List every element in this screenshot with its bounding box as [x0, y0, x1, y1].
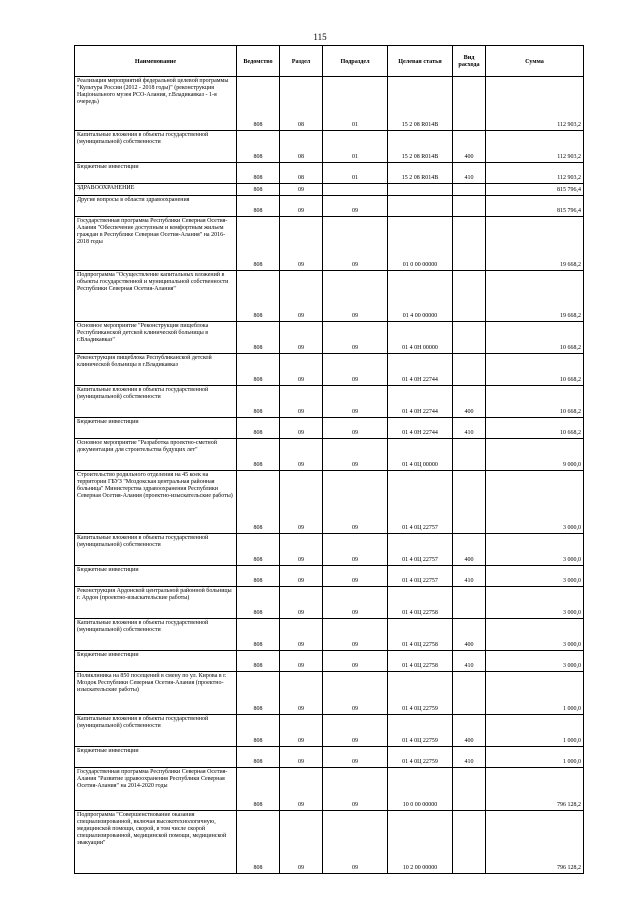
row-podrazdel-cell: 09 — [323, 566, 388, 587]
row-expense-type-cell: 410 — [453, 418, 486, 439]
row-name-cell: Бюджетные инвестиции — [75, 418, 237, 439]
row-vedomstvo-cell: 808 — [237, 196, 280, 217]
row-razdel-cell: 08 — [280, 131, 323, 163]
row-name-cell: Подпрограмма "Совершенствование оказания специализированной, включая высокотехнологичную, медицинской помощи, скорой, в том числе скорой специализированной, медицинской помощи, медицинской эвакуации" — [75, 811, 237, 874]
row-podrazdel-cell: 01 — [323, 163, 388, 184]
row-razdel-cell: 09 — [280, 747, 323, 768]
row-target-article-cell: 10 0 00 00000 — [388, 768, 453, 811]
row-podrazdel-cell: 09 — [323, 322, 388, 354]
row-razdel-cell: 09 — [280, 184, 323, 196]
row-target-article-cell: 15 2 08 R014B — [388, 163, 453, 184]
row-vedomstvo-cell: 808 — [237, 566, 280, 587]
row-razdel-cell: 09 — [280, 566, 323, 587]
table-header-row — [75, 46, 584, 77]
row-target-article-cell: 01 0 00 00000 — [388, 217, 453, 271]
row-podrazdel-cell: 09 — [323, 196, 388, 217]
row-podrazdel-cell: 09 — [323, 418, 388, 439]
row-podrazdel-cell: 09 — [323, 651, 388, 672]
row-sum-cell: 1 000,0 — [486, 672, 584, 715]
row-target-article-cell: 01 4 0Ц 22757 — [388, 471, 453, 534]
row-target-article-cell: 10 2 00 00000 — [388, 811, 453, 874]
row-expense-type-cell — [453, 672, 486, 715]
table-row — [75, 672, 584, 715]
row-name-cell: Капитальные вложения в объекты государственной (муниципальной) собственности — [75, 619, 237, 651]
table-row — [75, 534, 584, 566]
table-row — [75, 217, 584, 271]
row-sum-cell: 112 903,2 — [486, 163, 584, 184]
header-sum: Сумма — [486, 46, 584, 77]
row-podrazdel-cell: 09 — [323, 386, 388, 418]
row-target-article-cell: 01 4 0Н 00000 — [388, 322, 453, 354]
page-number: 115 — [313, 32, 327, 42]
row-name-cell: Подпрограмма "Осуществление капитальных вложений в объекты государственной и муниципальной собственности Республики Северная Осетия-Алания" — [75, 271, 237, 322]
row-vedomstvo-cell: 808 — [237, 418, 280, 439]
row-vedomstvo-cell: 808 — [237, 77, 280, 131]
row-name-cell: Бюджетные инвестиции — [75, 651, 237, 672]
row-target-article-cell: 15 2 08 R014B — [388, 131, 453, 163]
row-sum-cell: 3 000,0 — [486, 651, 584, 672]
row-expense-type-cell — [453, 768, 486, 811]
table-row — [75, 163, 584, 184]
row-name-cell: Другие вопросы в области здравоохранения — [75, 196, 237, 217]
row-sum-cell: 112 903,2 — [486, 131, 584, 163]
row-target-article-cell: 01 4 00 00000 — [388, 271, 453, 322]
header-expense-type: Вид расхода — [453, 46, 486, 77]
row-podrazdel-cell: 09 — [323, 534, 388, 566]
row-expense-type-cell — [453, 217, 486, 271]
row-razdel-cell: 09 — [280, 471, 323, 534]
header-razdel: Раздел — [280, 46, 323, 77]
row-razdel-cell: 09 — [280, 768, 323, 811]
row-sum-cell: 3 000,0 — [486, 471, 584, 534]
row-razdel-cell: 08 — [280, 77, 323, 131]
row-podrazdel-cell: 09 — [323, 811, 388, 874]
row-vedomstvo-cell: 808 — [237, 271, 280, 322]
table-row — [75, 747, 584, 768]
row-target-article-cell: 01 4 0Ц 22758 — [388, 619, 453, 651]
row-vedomstvo-cell: 808 — [237, 184, 280, 196]
row-sum-cell: 19 668,2 — [486, 271, 584, 322]
row-sum-cell: 1 000,0 — [486, 747, 584, 768]
row-sum-cell: 9 000,0 — [486, 439, 584, 471]
row-name-cell: Капитальные вложения в объекты государственной (муниципальной) собственности — [75, 386, 237, 418]
row-expense-type-cell: 400 — [453, 715, 486, 747]
row-sum-cell: 10 668,2 — [486, 322, 584, 354]
row-name-cell: Государственная программа Республики Северная Осетия-Алания "Обеспечение доступным и комфортным жильем граждан в Республике Северная Осетия-Алания" на 2016-2018 годы — [75, 217, 237, 271]
row-expense-type-cell — [453, 184, 486, 196]
row-vedomstvo-cell: 808 — [237, 534, 280, 566]
row-target-article-cell: 01 4 0Н 22744 — [388, 418, 453, 439]
row-razdel-cell: 09 — [280, 271, 323, 322]
table-row — [75, 184, 584, 196]
row-expense-type-cell — [453, 811, 486, 874]
row-vedomstvo-cell: 808 — [237, 587, 280, 619]
row-name-cell: Реализация мероприятий федеральной целевой программы "Культура России (2012 - 2018 годы)" (реконструкция Національного музея РСО-Алания, г.Владикавказ - 1-я очередь) — [75, 77, 237, 131]
header-podrazdel: Подраздел — [323, 46, 388, 77]
row-expense-type-cell: 410 — [453, 651, 486, 672]
row-razdel-cell: 09 — [280, 672, 323, 715]
row-expense-type-cell: 400 — [453, 386, 486, 418]
row-razdel-cell: 09 — [280, 811, 323, 874]
row-target-article-cell: 15 2 08 R014B — [388, 77, 453, 131]
table-row — [75, 619, 584, 651]
row-sum-cell: 3 000,0 — [486, 619, 584, 651]
row-target-article-cell: 01 4 0Ц 22759 — [388, 715, 453, 747]
table-row — [75, 811, 584, 874]
row-name-cell: Строительство родильного отделения на 45 коек на территории ГБУЗ "Моздокская центральная районная больница" Министерства здравоохранения Республики Северная Осетия-Алания (проектно-изыскательские работы) — [75, 471, 237, 534]
row-vedomstvo-cell: 808 — [237, 471, 280, 534]
row-razdel-cell: 09 — [280, 715, 323, 747]
row-target-article-cell: 01 4 0Ц 00000 — [388, 439, 453, 471]
row-target-article-cell — [388, 184, 453, 196]
row-expense-type-cell — [453, 354, 486, 386]
row-name-cell: Основное мероприятие "Разработка проектно-сметной документации для строительства будущих лет" — [75, 439, 237, 471]
row-sum-cell: 10 668,2 — [486, 354, 584, 386]
row-name-cell: Реконструкция пищеблока Республиканской детской клинической больницы в г.Владикавказ — [75, 354, 237, 386]
row-vedomstvo-cell: 808 — [237, 811, 280, 874]
row-expense-type-cell: 400 — [453, 534, 486, 566]
row-vedomstvo-cell: 808 — [237, 131, 280, 163]
table-row — [75, 196, 584, 217]
header-target-article: Целевая статья — [388, 46, 453, 77]
table-row — [75, 354, 584, 386]
row-target-article-cell: 01 4 0Ц 22758 — [388, 651, 453, 672]
row-target-article-cell — [388, 196, 453, 217]
row-vedomstvo-cell: 808 — [237, 747, 280, 768]
row-podrazdel-cell: 09 — [323, 587, 388, 619]
row-sum-cell: 3 000,0 — [486, 534, 584, 566]
row-name-cell: Бюджетные инвестиции — [75, 747, 237, 768]
row-sum-cell: 1 000,0 — [486, 715, 584, 747]
row-sum-cell: 796 128,2 — [486, 811, 584, 874]
row-target-article-cell: 01 4 0Ц 22757 — [388, 566, 453, 587]
table-row — [75, 131, 584, 163]
table-row — [75, 651, 584, 672]
table-row — [75, 471, 584, 534]
row-razdel-cell: 09 — [280, 217, 323, 271]
row-name-cell: Капитальные вложения в объекты государственной (муниципальной) собственности — [75, 534, 237, 566]
row-name-cell: Бюджетные инвестиции — [75, 566, 237, 587]
row-podrazdel-cell: 09 — [323, 619, 388, 651]
row-sum-cell: 10 668,2 — [486, 418, 584, 439]
row-vedomstvo-cell: 808 — [237, 619, 280, 651]
row-podrazdel-cell: 01 — [323, 131, 388, 163]
row-sum-cell: 815 796,4 — [486, 184, 584, 196]
row-expense-type-cell: 400 — [453, 619, 486, 651]
row-podrazdel-cell: 09 — [323, 354, 388, 386]
row-podrazdel-cell: 09 — [323, 672, 388, 715]
table-row — [75, 77, 584, 131]
row-target-article-cell: 01 4 0Н 22744 — [388, 386, 453, 418]
row-podrazdel-cell: 09 — [323, 768, 388, 811]
row-name-cell: Капитальные вложения в объекты государственной (муниципальной) собственности — [75, 715, 237, 747]
header-name: Наименование — [75, 46, 237, 77]
row-sum-cell: 19 668,2 — [486, 217, 584, 271]
header-vedomstvo: Ведомство — [237, 46, 280, 77]
row-name-cell: Основное мероприятие "Реконструкция пищеблока Республиканской детской клинической больницы в г.Владикавказ" — [75, 322, 237, 354]
row-expense-type-cell: 410 — [453, 163, 486, 184]
budget-table — [74, 45, 584, 874]
row-target-article-cell: 01 4 0Ц 22759 — [388, 672, 453, 715]
row-razdel-cell: 09 — [280, 322, 323, 354]
row-vedomstvo-cell: 808 — [237, 163, 280, 184]
row-sum-cell: 3 000,0 — [486, 587, 584, 619]
row-vedomstvo-cell: 808 — [237, 439, 280, 471]
row-podrazdel-cell: 09 — [323, 747, 388, 768]
row-target-article-cell: 01 4 0Ц 22758 — [388, 587, 453, 619]
row-podrazdel-cell: 09 — [323, 439, 388, 471]
row-razdel-cell: 09 — [280, 418, 323, 439]
row-expense-type-cell: 410 — [453, 747, 486, 768]
row-vedomstvo-cell: 808 — [237, 651, 280, 672]
row-target-article-cell: 01 4 0Ц 22759 — [388, 747, 453, 768]
table-row — [75, 768, 584, 811]
row-podrazdel-cell: 09 — [323, 217, 388, 271]
row-razdel-cell: 09 — [280, 587, 323, 619]
row-razdel-cell: 09 — [280, 651, 323, 672]
row-razdel-cell: 09 — [280, 196, 323, 217]
row-razdel-cell: 09 — [280, 534, 323, 566]
row-expense-type-cell: 400 — [453, 131, 486, 163]
row-vedomstvo-cell: 808 — [237, 354, 280, 386]
row-target-article-cell: 01 4 0Ц 22757 — [388, 534, 453, 566]
row-name-cell: Реконструкция Ардонской центральной районной больницы г. Ардон (проектно-изыскательские работы) — [75, 587, 237, 619]
row-podrazdel-cell — [323, 184, 388, 196]
row-expense-type-cell — [453, 439, 486, 471]
row-sum-cell: 112 903,2 — [486, 77, 584, 131]
row-sum-cell: 10 668,2 — [486, 386, 584, 418]
table-row — [75, 418, 584, 439]
row-vedomstvo-cell: 808 — [237, 386, 280, 418]
row-name-cell: Государственная программа Республики Северная Осетия-Алания "Развитие здравоохранения Республики Северная Осетия-Алания" на 2014-2020 годы — [75, 768, 237, 811]
row-vedomstvo-cell: 808 — [237, 672, 280, 715]
row-sum-cell: 796 128,2 — [486, 768, 584, 811]
row-vedomstvo-cell: 808 — [237, 715, 280, 747]
row-podrazdel-cell: 09 — [323, 471, 388, 534]
row-razdel-cell: 09 — [280, 386, 323, 418]
row-podrazdel-cell: 01 — [323, 77, 388, 131]
row-vedomstvo-cell: 808 — [237, 217, 280, 271]
row-razdel-cell: 09 — [280, 619, 323, 651]
row-name-cell: Капитальные вложения в объекты государственной (муниципальной) собственности — [75, 131, 237, 163]
row-sum-cell: 815 796,4 — [486, 196, 584, 217]
row-name-cell: Поликлиника на 850 посещений в смену по ул. Кирова в г. Моздок Республики Северная Осетия-Алания (проектно-изыскательские работы) — [75, 672, 237, 715]
table-row — [75, 386, 584, 418]
row-vedomstvo-cell: 808 — [237, 768, 280, 811]
row-expense-type-cell — [453, 322, 486, 354]
row-name-cell: Бюджетные инвестиции — [75, 163, 237, 184]
row-name-cell: ЗДРАВООХРАНЕНИЕ — [75, 184, 237, 196]
row-expense-type-cell — [453, 587, 486, 619]
row-podrazdel-cell: 09 — [323, 715, 388, 747]
row-expense-type-cell — [453, 271, 486, 322]
table-row — [75, 322, 584, 354]
row-target-article-cell: 01 4 0Н 22744 — [388, 354, 453, 386]
row-razdel-cell: 09 — [280, 439, 323, 471]
table-row — [75, 587, 584, 619]
row-expense-type-cell — [453, 471, 486, 534]
table-row — [75, 715, 584, 747]
table-row — [75, 566, 584, 587]
table-row — [75, 439, 584, 471]
row-vedomstvo-cell: 808 — [237, 322, 280, 354]
row-podrazdel-cell: 09 — [323, 271, 388, 322]
row-razdel-cell: 08 — [280, 163, 323, 184]
table-row — [75, 271, 584, 322]
row-razdel-cell: 09 — [280, 354, 323, 386]
row-expense-type-cell: 410 — [453, 566, 486, 587]
row-sum-cell: 3 000,0 — [486, 566, 584, 587]
row-expense-type-cell — [453, 196, 486, 217]
row-expense-type-cell — [453, 77, 486, 131]
